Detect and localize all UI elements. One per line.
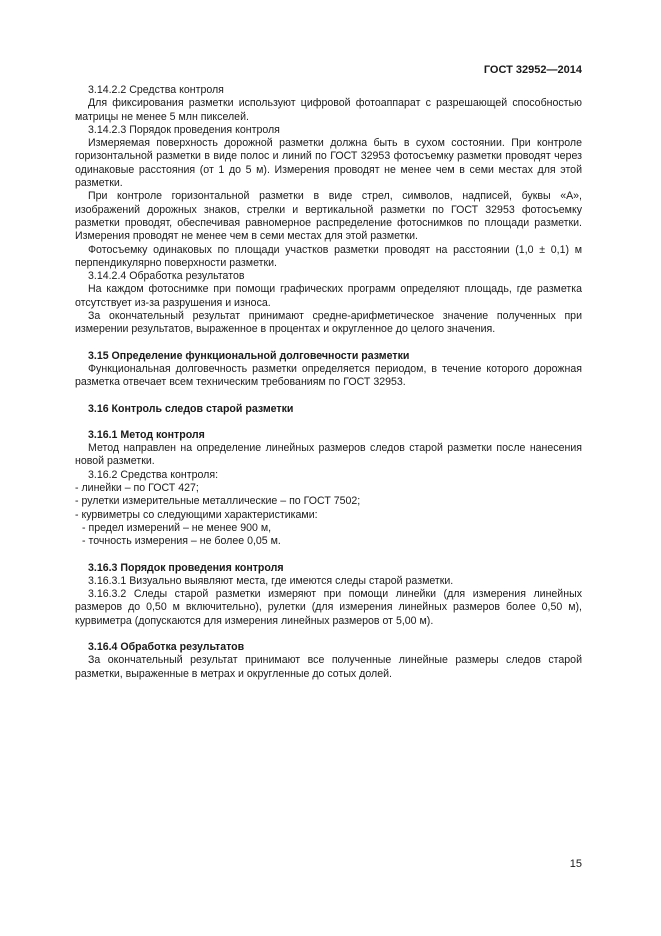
page-number: 15 [569,858,582,870]
paragraph: Измеряемая поверхность дорожной разметки должна быть в сухом состоянии. При контроле горизонтальной разметки в виде полос и линий по ГОСТ 32953 фотосъемку разметки проводят через одинаковые расстояния (от 1 до 5 м). Измерения проводят не менее чем в семи местах для этой разметки. [75,137,582,190]
paragraph: 3.16.2 Средства контроля: [88,468,219,481]
document-body [75,84,582,681]
paragraph: Фотосъемку одинаковых по площади участков разметки проводят на расстоянии (1,0 ± 0,1) м перпендикулярно поверхности разметки. [75,243,582,269]
paragraph: 3.16.3.1 Визуально выявляют места, где имеются следы старой разметки. [88,574,454,587]
sublist-item: - точность измерения – не более 0,05 м. [82,535,281,548]
paragraph: За окончательный результат принимают средне-арифметическое значение полученных при измерении результатов, выраженное в процентах и округленное до целого значения. [75,310,582,336]
subsection-title: 3.14.2.2 Средства контроля [88,84,224,96]
subsection-title: 3.14.2.4 Обработка результатов [88,270,245,283]
section-heading-3-16: 3.16 Контроль следов старой разметки [88,402,294,415]
section-heading-3-16-4: 3.16.4 Обработка результатов [88,640,245,653]
paragraph: На каждом фотоснимке при помощи графических программ определяют площадь, где разметка отсутствует из-за разрушения и износа. [75,283,582,309]
list-item: - курвиметры со следующими характеристиками: [75,508,318,521]
section-heading-3-16-1: 3.16.1 Метод контроля [88,428,205,441]
section-heading-3-15: 3.15 Определение функциональной долговечности разметки [88,349,410,362]
list-item: - рулетки измерительные металлические – по ГОСТ 7502; [75,495,361,508]
paragraph: Для фиксирования разметки используют цифровой фотоаппарат с разрешающей способностью матрицы не менее 5 млн пикселей. [75,97,582,123]
paragraph: За окончательный результат принимают все полученные линейные размеры следов старой разметки, выраженные в метрах и округленные до сотых долей. [75,654,582,680]
paragraph: При контроле горизонтальной разметки в виде стрел, символов, надписей, буквы «А», изображений дорожных знаков, стрелки и вертикальной разметки по ГОСТ 32953 фотосъемку разметки проводят, обеспечивая равномерное распределение фотоснимков по площади разметки. Измерения проводят не менее чем в семи местах для этой разметки. [75,190,582,243]
section-heading-3-16-3: 3.16.3 Порядок проведения контроля [88,561,284,574]
list-item: - линейки – по ГОСТ 427; [75,482,199,495]
subsection-title: 3.14.2.3 Порядок проведения контроля [88,123,280,136]
paragraph: 3.16.3.2 Следы старой разметки измеряют при помощи линейки (для измерения линейных размеров до 0,50 м включительно), рулетки (для измерения линейных размеров более 0,50 м), курвиметра (допускаются для измерения линейных размеров от 5,00 м). [75,588,582,627]
sublist-item: - предел измерений – не менее 900 м, [82,521,272,534]
document-code: ГОСТ 32952—2014 [483,64,582,76]
paragraph: Функциональная долговечность разметки определяется периодом, в течение которого дорожная разметка отвечает всем техническим требованиям по ГОСТ 32953. [75,362,582,389]
paragraph: Метод направлен на определение линейных размеров следов старой разметки после нанесения новой разметки. [75,442,582,468]
